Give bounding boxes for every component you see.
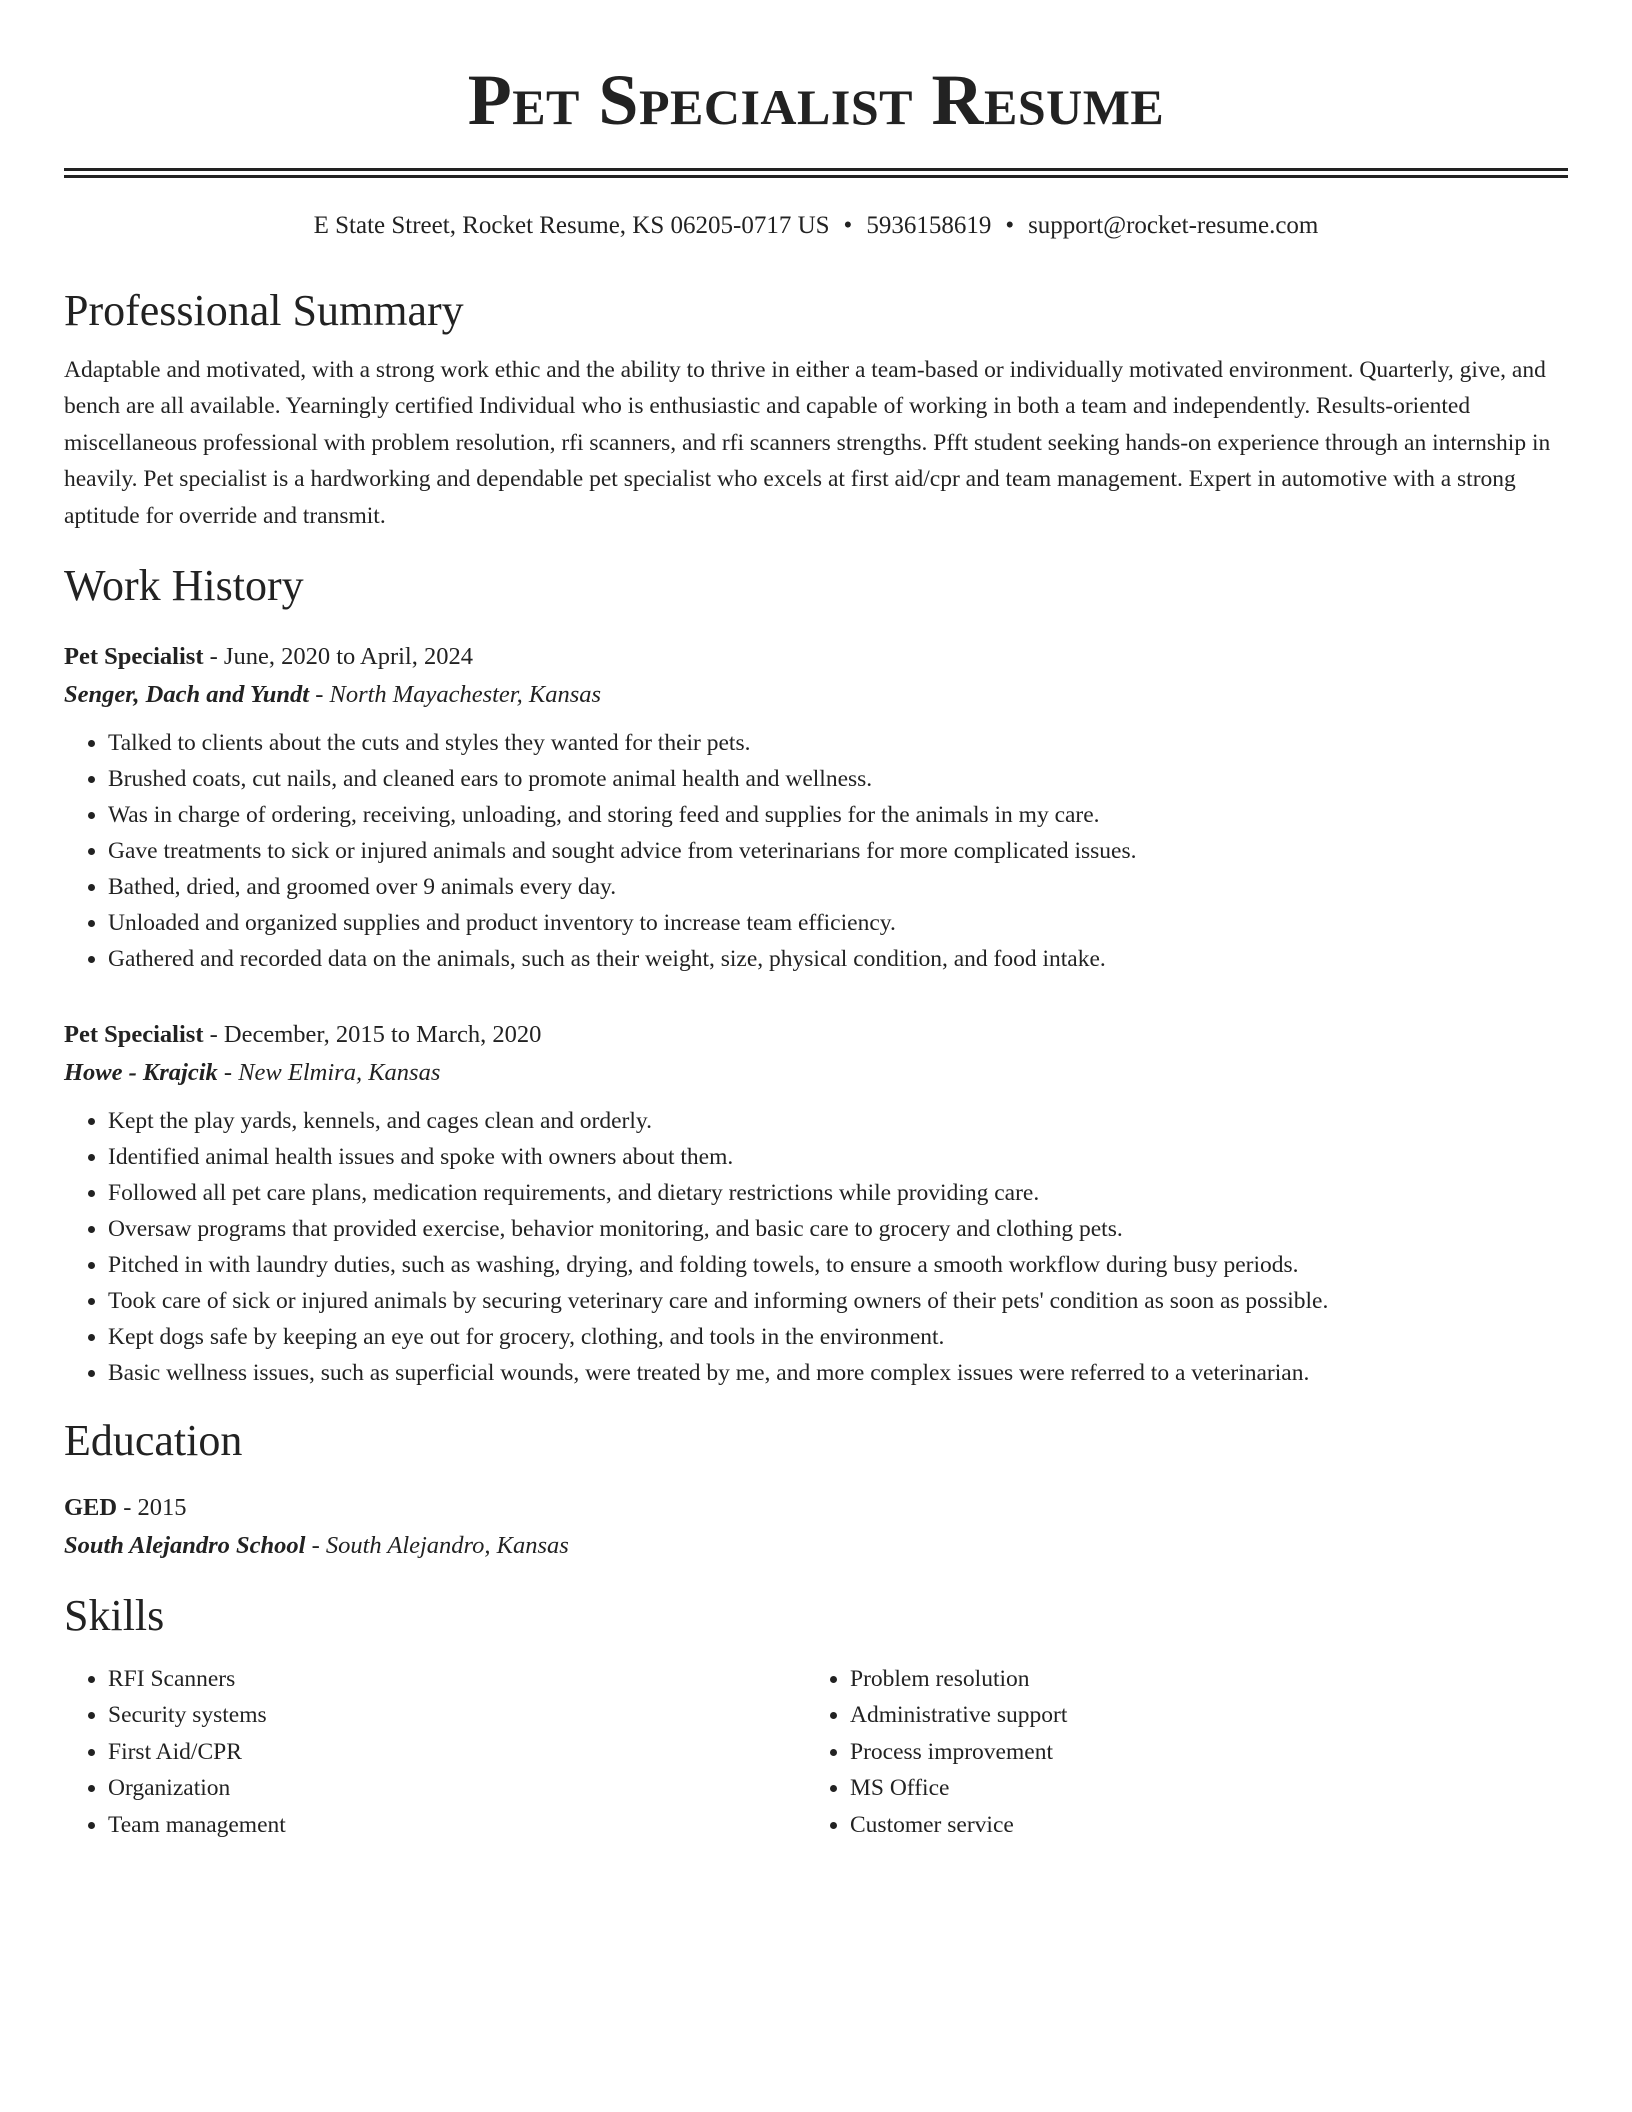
job-title-line (64, 1017, 1568, 1053)
job-bullet: • Talked to clients about the cuts and styles they wanted for their pets. (108, 725, 1568, 761)
contact-separator: • (1005, 212, 1015, 239)
resume-title: Pet Specialist Resume (467, 60, 1165, 140)
job-employer-line (64, 1053, 1568, 1093)
skill-item: • Organization (108, 1770, 806, 1807)
contact-phone: 5936158619 (866, 212, 992, 239)
skill-item: • Administrative support (850, 1697, 1548, 1734)
skills-heading: Skills (64, 1590, 165, 1640)
job-bullet: • Identified animal health issues and spoke with owners about them. (108, 1139, 1568, 1175)
job-bullets (64, 1103, 1568, 1391)
education-location: - South Alejandro, Kansas (305, 1531, 569, 1559)
contact-email: support@rocket-resume.com (1028, 212, 1319, 239)
contact-address: E State Street, Rocket Resume, KS 06205-0717 US (313, 212, 830, 239)
education-heading: Education (64, 1416, 243, 1466)
job-bullet: • Basic wellness issues, such as superficial wounds, were treated by me, and more complex issues were referred to a veterinarian. (108, 1355, 1568, 1391)
job-location: - New Elmira, Kansas (217, 1059, 441, 1087)
summary-heading: Professional Summary (64, 286, 464, 335)
job-bullet: • Unloaded and organized supplies and product inventory to increase team efficiency. (108, 905, 1568, 941)
job-bullet: • Gathered and recorded data on the animals, such as their weight, size, physical condition, and food intake. (108, 941, 1568, 977)
job-role: Pet Specialist (64, 643, 204, 671)
job-location: - North Mayachester, Kansas (309, 681, 602, 709)
job-bullet: • Kept the play yards, kennels, and cages clean and orderly. (108, 1103, 1568, 1139)
work-history-heading: Work History (64, 561, 304, 611)
job-bullets (64, 725, 1568, 977)
education-degree-line (64, 1490, 1568, 1526)
job-bullet: • Brushed coats, cut nails, and cleaned ears to promote animal health and wellness. (108, 761, 1568, 797)
skills-list (64, 1661, 1568, 1844)
skill-item: • Problem resolution (850, 1661, 1548, 1698)
skill-item: • Security systems (108, 1697, 806, 1734)
job-company: Senger, Dach and Yundt (64, 681, 310, 709)
education-year: - 2015 (117, 1493, 187, 1521)
contact-separator: • (843, 212, 853, 239)
education-school: South Alejandro School (64, 1531, 306, 1559)
education-degree: GED (64, 1493, 118, 1521)
skill-item: • MS Office (850, 1770, 1548, 1807)
job-entry (64, 639, 1568, 977)
skill-item: • Team management (108, 1807, 806, 1844)
education-entry (64, 1490, 1568, 1566)
job-bullet: • Was in charge of ordering, receiving, unloading, and storing feed and supplies for the animals in my care. (108, 797, 1568, 833)
summary-text: Adaptable and motivated, with a strong work ethic and the ability to thrive in either a team-based or individually motivated environment. Quarterly, give, and bench are all available. Yearningly certified Individual who is enthusiastic and capable of working in both a team and independently. Results-oriented miscellaneous professional with problem resolution, rfi scanners, and rfi scanners strengths. Pfft student seeking hands-on experience through an internship in heavily. Pet specialist is a hardworking and dependable pet specialist who excels at first aid/cpr and team management. Expert in automotive with a strong aptitude for override and transmit. (64, 356, 1551, 529)
job-entry (64, 1017, 1568, 1391)
job-employer-line (64, 675, 1568, 715)
job-bullet: • Gave treatments to sick or injured animals and sought advice from veterinarians for more complicated issues. (108, 833, 1568, 869)
education-school-line (64, 1526, 1568, 1566)
skill-item: • Process improvement (850, 1734, 1548, 1771)
job-bullet: • Pitched in with laundry duties, such as washing, drying, and folding towels, to ensure a smooth workflow during busy periods. (108, 1247, 1568, 1283)
title-divider (64, 168, 1568, 178)
skill-item: • Customer service (850, 1807, 1548, 1844)
job-dates: - June, 2020 to April, 2024 (203, 643, 473, 671)
job-bullet: • Oversaw programs that provided exercise, behavior monitoring, and basic care to grocery and clothing pets. (108, 1211, 1568, 1247)
job-bullet: • Kept dogs safe by keeping an eye out for grocery, clothing, and tools in the environment. (108, 1319, 1568, 1355)
job-company: Howe - Krajcik (64, 1059, 218, 1087)
skills-column-right (806, 1661, 1548, 1844)
job-bullet: • Bathed, dried, and groomed over 9 animals every day. (108, 869, 1568, 905)
skills-column-left (64, 1661, 806, 1844)
skill-item: • First Aid/CPR (108, 1734, 806, 1771)
job-bullet: • Followed all pet care plans, medication requirements, and dietary restrictions while providing care. (108, 1175, 1568, 1211)
job-dates: - December, 2015 to March, 2020 (203, 1021, 542, 1049)
job-bullet: • Took care of sick or injured animals by securing veterinary care and informing owners of their pets' condition as soon as possible. (108, 1283, 1568, 1319)
job-role: Pet Specialist (64, 1021, 204, 1049)
job-title-line (64, 639, 1568, 675)
skill-item: • RFI Scanners (108, 1661, 806, 1698)
contact-line (64, 208, 1568, 243)
